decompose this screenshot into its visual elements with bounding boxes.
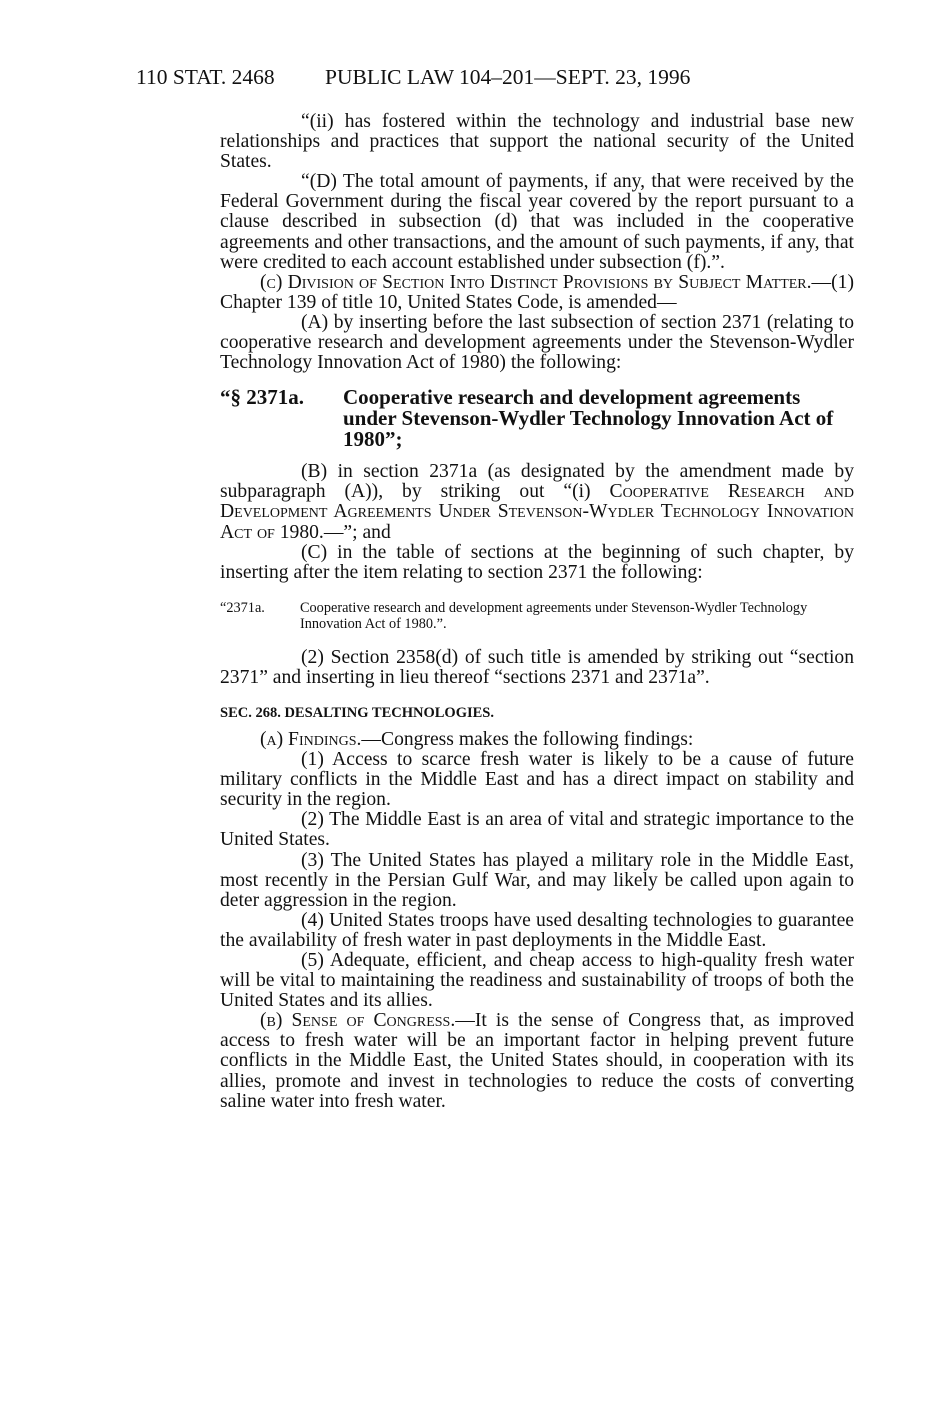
findings-text: —Congress makes the following findings: [361, 728, 694, 750]
finding-3: (3) The United States has played a military role in the Middle East, most recently in the Persian Gulf War, and may likely be called upon again to deter aggression in the region. [220, 849, 854, 911]
statute-page-number: 110 STAT. 2468 [136, 65, 275, 89]
paragraph-a-findings [220, 730, 854, 750]
paragraph-b-small-caps: Cooperative Research and Development Agreements Under Stevenson-Wydler Technology Innovation Act of [220, 481, 854, 543]
table-of-sections-item [220, 600, 854, 632]
section-mark: “§ 2371a. [220, 385, 304, 410]
paragraph-b-text-pre: (B) in section 2371a (as designated by the amendment made by subparagraph (A)), by striking out “(i) [220, 461, 854, 503]
subsection-c-heading: (c) Division of Section Into Distinct Provisions by Subject Matter. [260, 271, 812, 293]
toc-section-text: Cooperative research and development agreements under Stevenson-Wydler Technology Innovation Act of 1980.”. [300, 599, 808, 632]
subsection-c-text: —(1) Chapter 139 of title 10, United States Code, is amended— [220, 271, 854, 313]
toc-section-number: “2371a. [220, 599, 265, 616]
paragraph-2-section-2358: (2) Section 2358(d) of such title is amended by striking out “section 2371” and inserting in lieu thereof “sections 2371 and 2371a”. [220, 646, 854, 688]
paragraph-d-total-payments: “(D) The total amount of payments, if any, that were received by the Federal Government during the fiscal year covered by the report pursuant to a clause described in subsection (d) that was included in the cooperative agreements and other transactions, and the amount of such payments, if any, that were credited to each account established under subsection (f).”. [220, 171, 854, 273]
paragraph-b-sense-of-congress [220, 1011, 854, 1111]
finding-2: (2) The Middle East is an area of vital and strategic importance to the United States. [220, 809, 854, 851]
section-2371a-heading [220, 387, 854, 450]
findings-heading: (a) Findings. [260, 728, 362, 750]
document-body [220, 112, 854, 1112]
paragraph-a-inserting: (A) by inserting before the last subsection of section 2371 (relating to cooperative research and development agreements under the Stevenson-Wydler Technology Innovation Act of 1980) the following: [220, 311, 854, 374]
sense-of-congress-heading: (b) Sense of Congress. [260, 1010, 456, 1032]
paragraph-b-text-post: 1980.—”; and [274, 521, 391, 543]
paragraph-c-table-of-sections: (C) in the table of sections at the beginning of such chapter, by inserting after the item relating to section 2371 the following: [220, 541, 854, 583]
finding-5: (5) Adequate, efficient, and cheap access to high-quality fresh water will be vital to maintaining the readiness and sustainability of troops of both the United States and its allies. [220, 950, 854, 1012]
finding-4: (4) United States troops have used desalting technologies to guarantee the availability of fresh water in past deployments in the Middle East. [220, 909, 854, 951]
paragraph-b-striking [220, 462, 854, 542]
finding-1: (1) Access to scarce fresh water is likely to be a cause of future military conflicts in the Middle East and has a direct impact on stability and security in the region. [220, 749, 854, 811]
sense-of-congress-text: —It is the sense of Congress that, as improved access to fresh water will be an important factor in helping prevent future conflicts in the Middle East, the United States should, in cooperation with its allies, promote and invest in technologies to reduce the costs of converting saline water into fresh water. [220, 1010, 854, 1112]
section-2371a-title: Cooperative research and development agreements under Stevenson-Wydler Technology Innovation Act of 1980”; [343, 385, 834, 452]
public-law-citation: PUBLIC LAW 104–201—SEPT. 23, 1996 [325, 65, 691, 89]
paragraph-c-division [220, 273, 854, 313]
section-268-title: SEC. 268. DESALTING TECHNOLOGIES. [220, 704, 494, 721]
running-header [136, 64, 856, 90]
paragraph-ii-fostered: “(ii) has fostered within the technology and industrial base new relationships and practices that support the national security of the United States. [220, 111, 854, 173]
